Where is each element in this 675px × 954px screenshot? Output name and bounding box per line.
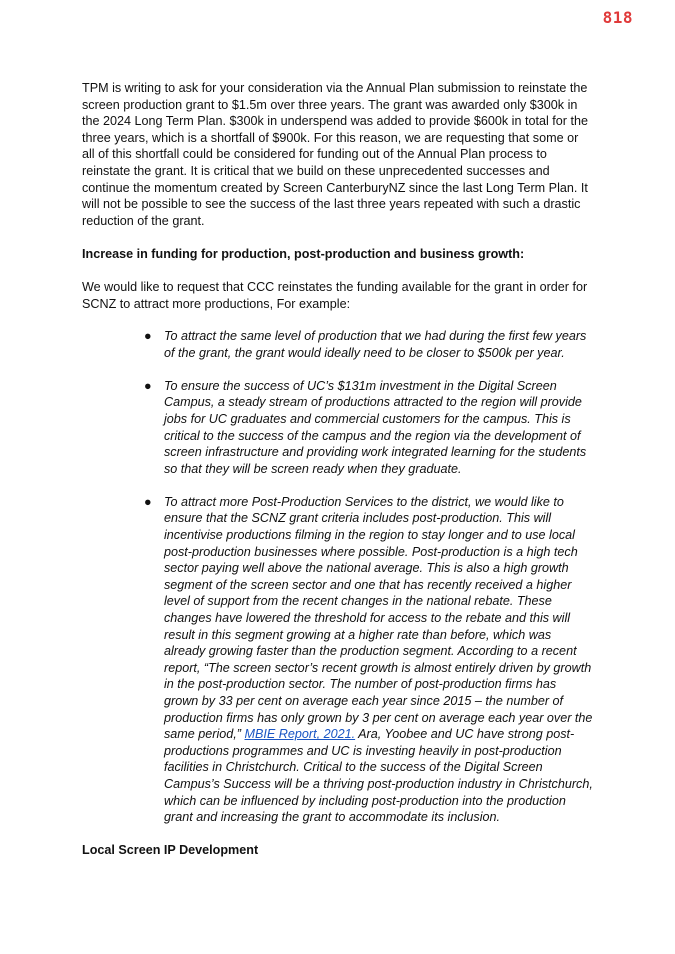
- bullet-dot: ●: [144, 378, 152, 393]
- mbie-report-link[interactable]: MBIE Report, 2021.: [244, 727, 356, 742]
- bullet-text: To ensure the success of UC’s $131m investment in the Digital Screen Campus, a steady stream of productions attracted to the region will provide jobs for UC graduates and commercial customers for the campus. This is critical to the success of the campus and the region via the development of screen infrastructure and providing work integrated learning for the students so that they will be screen ready when they graduate.: [164, 378, 587, 476]
- bullet-dot: ●: [144, 494, 152, 509]
- list-item: [144, 328, 594, 361]
- intro-paragraph: TPM is writing to ask for your consideration via the Annual Plan submission to reinstate the screen production grant to $1.5m over three years. The grant was awarded only $300k in the 2024 Long Term Plan. $300k in underspend was added to provide $600k in total for the three years, which is a shortfall of $900k. For this reason, we are requesting that some or all of this shortfall could be considered for funding out of the Annual Plan process to reinstate the grant. It is critical that we build on these unprecedented successes and continue the momentum created by Screen CanterburyNZ since the last Long Term Plan. It will not be possible to see the success of the last three years repeated with such a drastic reduction of the grant.: [82, 81, 588, 228]
- bullet-list: [82, 328, 594, 826]
- heading-local-ip: Local Screen IP Development: [82, 843, 259, 858]
- bullet-dot: ●: [144, 329, 152, 344]
- bullet-text-before-link: To attract more Post-Production Services to the district, we would like to ensure that the SCNZ grant criteria includes post-production. This will incentivise productions filming in the region to stay longer and to use local post-production businesses where possible. Post-production is a high tech sector paying well above the national average. This is also a high growth segment of the screen sector and one that has recently received a higher level of support from the recent changes in the national rebate. These changes have lowered the threshold for access to the rebate and this will result in this segment growing at a higher rate than before, which was already growing faster than the production segment. According to a recent report, “The screen sector’s recent growth is almost entirely driven by growth in the post-production sector. The number of post-production firms has grown by 33 per cent on average each year since 2015 – the number of production firms has only grown by 3 per cent on average each year over the same period,”: [164, 494, 593, 742]
- request-paragraph: We would like to request that CCC reinstates the funding available for the grant in order for SCNZ to attract more productions, For example:: [82, 279, 588, 311]
- list-item: [144, 378, 594, 478]
- list-item: [144, 494, 594, 826]
- document-body: [82, 80, 594, 859]
- heading-funding: Increase in funding for production, post-production and business growth:: [82, 247, 525, 262]
- bullet-text-after-link: Ara, Yoobee and UC have strong post-productions programmes and UC is investing heavily in post-production facilities in Christchurch. Critical to the success of the Digital Screen Campus’s Success will be a thriving post-production industry in Christchurch, which can be influenced by including post-production into the production grant and increasing the grant to accommodate its inclusion.: [164, 727, 593, 825]
- bullet-text: To attract the same level of production that we had during the first few years of the grant, the grant would ideally need to be closer to $500k per year.: [164, 329, 587, 360]
- page-number: 818: [602, 8, 633, 27]
